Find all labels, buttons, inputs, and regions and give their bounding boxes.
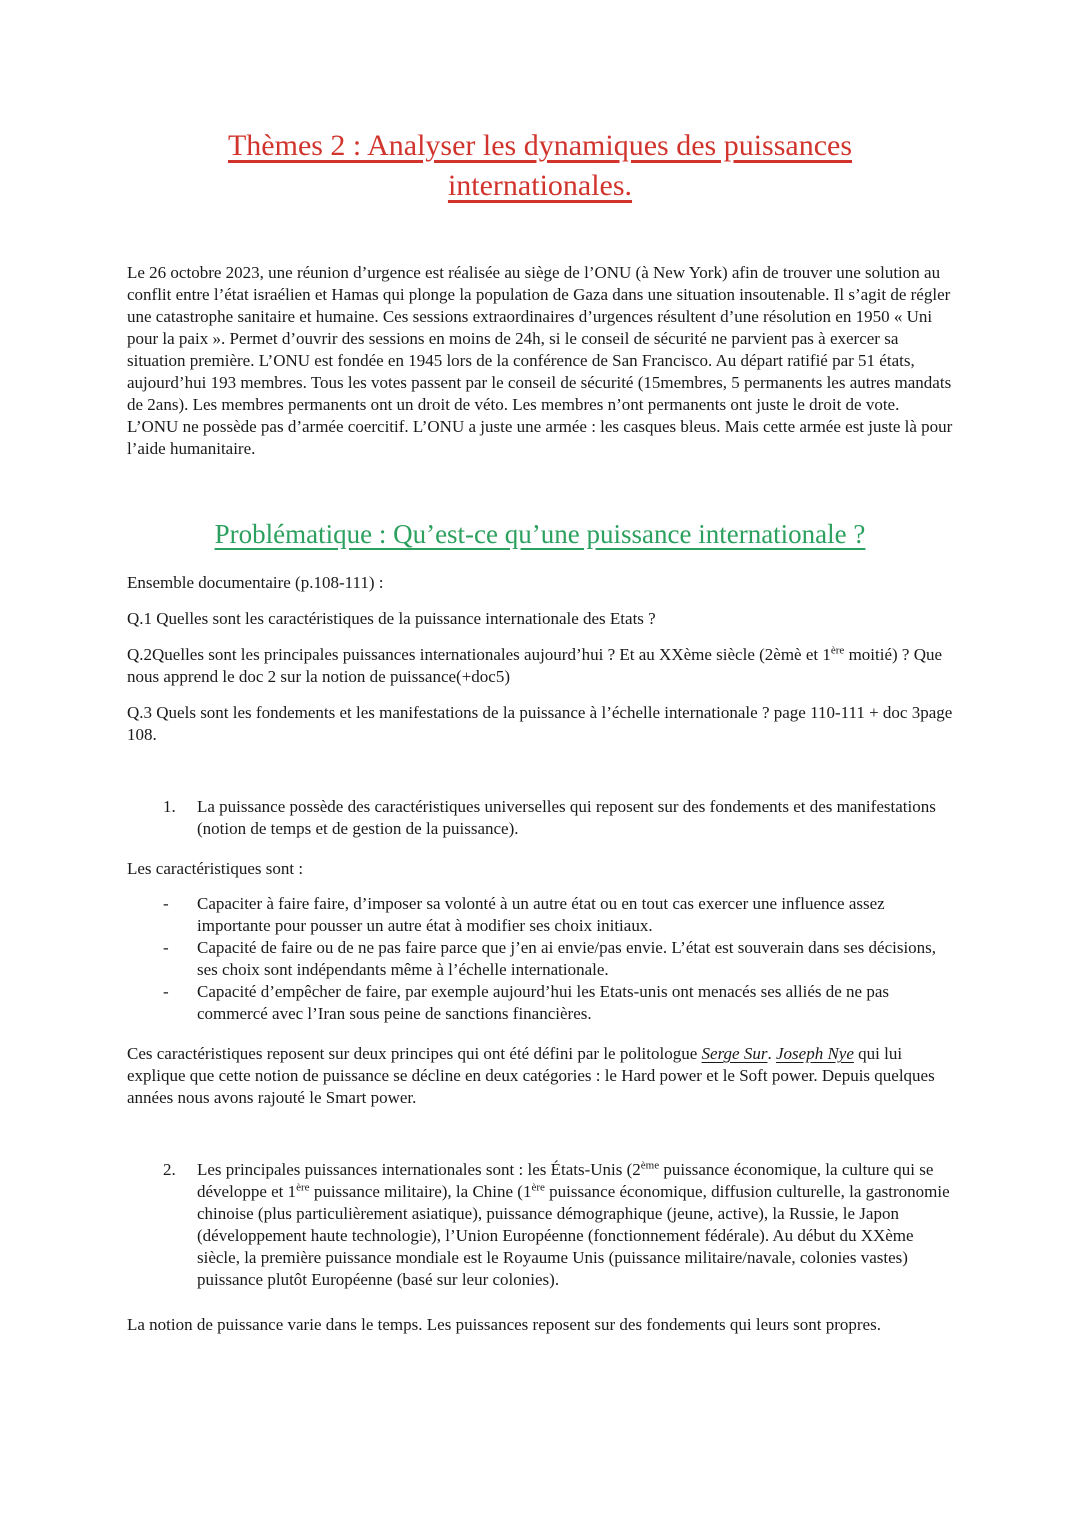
- question-3: Q.3 Quels sont les fondements et les manifestations de la puissance à l’échelle internationale ? page 110-111 + doc 3page 108.: [127, 703, 953, 744]
- intro-paragraph: Le 26 octobre 2023, une réunion d’urgence est réalisée au siège de l’ONU (à New York) afin de trouver une solution au conflit entre l’état israélien et Hamas qui plonge la population de Gaza dans une situation insoutenable. Il s’agit de régler une catastrophe sanitaire et humaine. Ces sessions extraordinaires d’urgences résultent d’une résolution en 1950 « Uni pour la paix ». Permet d’ouvrir des sessions en moins de 24h, si le conseil de sécurité ne parvient pas à exercer sa situation première. L’ONU est fondée en 1945 lors de la conférence de San Francisco. Au départ ratifié par 51 états, aujourd’hui 193 membres. Tous les votes passent par le conseil de sécurité (15membres, 5 permanents les autres mandats de 2ans). Les membres permanents ont un droit de véto. Les membres n’ont permanents ont juste le droit de vote. L’ONU ne possède pas d’armée coercitif. L’ONU a juste une armée : les casques bleus. Mais cette armée est juste là pour l’aide humanitaire.: [127, 263, 953, 458]
- bullet-item-text: Capacité de faire ou de ne pas faire parce que j’en ai envie/pas envie. L’état est souverain dans ses décisions, ses choix sont indépendants même à l’échelle internationale.: [197, 938, 937, 979]
- bullet-item-text: Capacité d’empêcher de faire, par exemple aujourd’hui les Etats-unis ont menacés ses alliés de ne pas commercé avec l’Iran sous peine de sanctions financières.: [197, 982, 890, 1023]
- problematique-heading: Problématique : Qu’est-ce qu’une puissance internationale ?: [214, 519, 866, 549]
- numbered-item-2-part: puissance militaire), la Chine (1: [309, 1182, 532, 1201]
- bullet-dash: -: [163, 982, 169, 1001]
- bullet-list: [127, 893, 953, 1025]
- question-2-text: moitié) ? Que nous apprend le doc 2 sur la notion de puissance(+doc5): [127, 645, 943, 686]
- characteristics-intro: Les caractéristiques sont :: [127, 859, 304, 878]
- question-1: Q.1 Quelles sont les caractéristiques de la puissance internationale des Etats ?: [127, 609, 656, 628]
- numbered-item-1-text: La puissance possède des caractéristiques universelles qui reposent sur des fondements et des manifestations (notion de temps et de gestion de la puissance).: [197, 797, 936, 838]
- list-number: 1.: [163, 797, 176, 816]
- ordinal-superscript: ème: [640, 1159, 660, 1172]
- numbered-item-2: [127, 1159, 953, 1291]
- ensemble-documentaire-line: Ensemble documentaire (p.108-111) :: [127, 573, 384, 592]
- ordinal-superscript: ère: [531, 1181, 545, 1194]
- bullet-item: [127, 893, 953, 937]
- question-2-text: Q.2Quelles sont les principales puissances internationales aujourd’hui ? Et au XXème siècle (2èmè et 1: [127, 645, 831, 664]
- list-number: 2.: [163, 1160, 176, 1179]
- numbered-item-2-part: puissance économique, la culture qui se développe et 1: [197, 1160, 934, 1201]
- numbered-item-2-part: Les principales puissances internationales sont : les États-Unis (2: [197, 1160, 641, 1179]
- bullet-item: [127, 937, 953, 981]
- numbered-item-2-text: [197, 1159, 953, 1291]
- numbered-item-1: [127, 796, 953, 840]
- author-name-serge-sur: Serge Sur: [701, 1044, 768, 1063]
- numbered-item-2-part: puissance économique, diffusion culturelle, la gastronomie chinoise (plus particulièrement asiatique), puissance démographique (jeune, active), la Russie, le Japon (développement haute technologie), l’Union Européenne (fonctionnement fédérale). Au début du XXème siècle, la première puissance mondiale est le Royaume Unis (puissance militaire/navale, colonies vastes) puissance plutôt Européenne (basé sur leur colonies).: [197, 1182, 950, 1289]
- principles-text: qui lui explique que cette notion de puissance se décline en deux catégories : le Hard power et le Soft power. Depuis quelques années nous avons rajouté le Smart power.: [127, 1044, 935, 1107]
- bullet-item-text: Capaciter à faire faire, d’imposer sa volonté à un autre état ou en tout cas exercer une influence assez importante pour pousser un autre état à modifier ses choix initiaux.: [197, 894, 885, 935]
- principles-text: Ces caractéristiques reposent sur deux principes qui ont été défini par le politologue: [127, 1044, 702, 1063]
- principles-paragraph: [127, 1043, 953, 1109]
- principles-separator: .: [767, 1044, 776, 1063]
- bullet-dash: -: [163, 894, 169, 913]
- bullet-dash: -: [163, 938, 169, 957]
- conclusion-paragraph: La notion de puissance varie dans le temps. Les puissances reposent sur des fondements qui leurs sont propres.: [127, 1315, 881, 1334]
- question-2: [127, 644, 953, 688]
- ordinal-superscript: ère: [296, 1181, 310, 1194]
- ordinal-superscript: ère: [830, 644, 845, 657]
- bullet-item: [127, 981, 953, 1025]
- doc-title: Thèmes 2 : Analyser les dynamiques des puissances internationales.: [227, 129, 853, 202]
- author-name-joseph-nye: Joseph Nye: [775, 1044, 854, 1063]
